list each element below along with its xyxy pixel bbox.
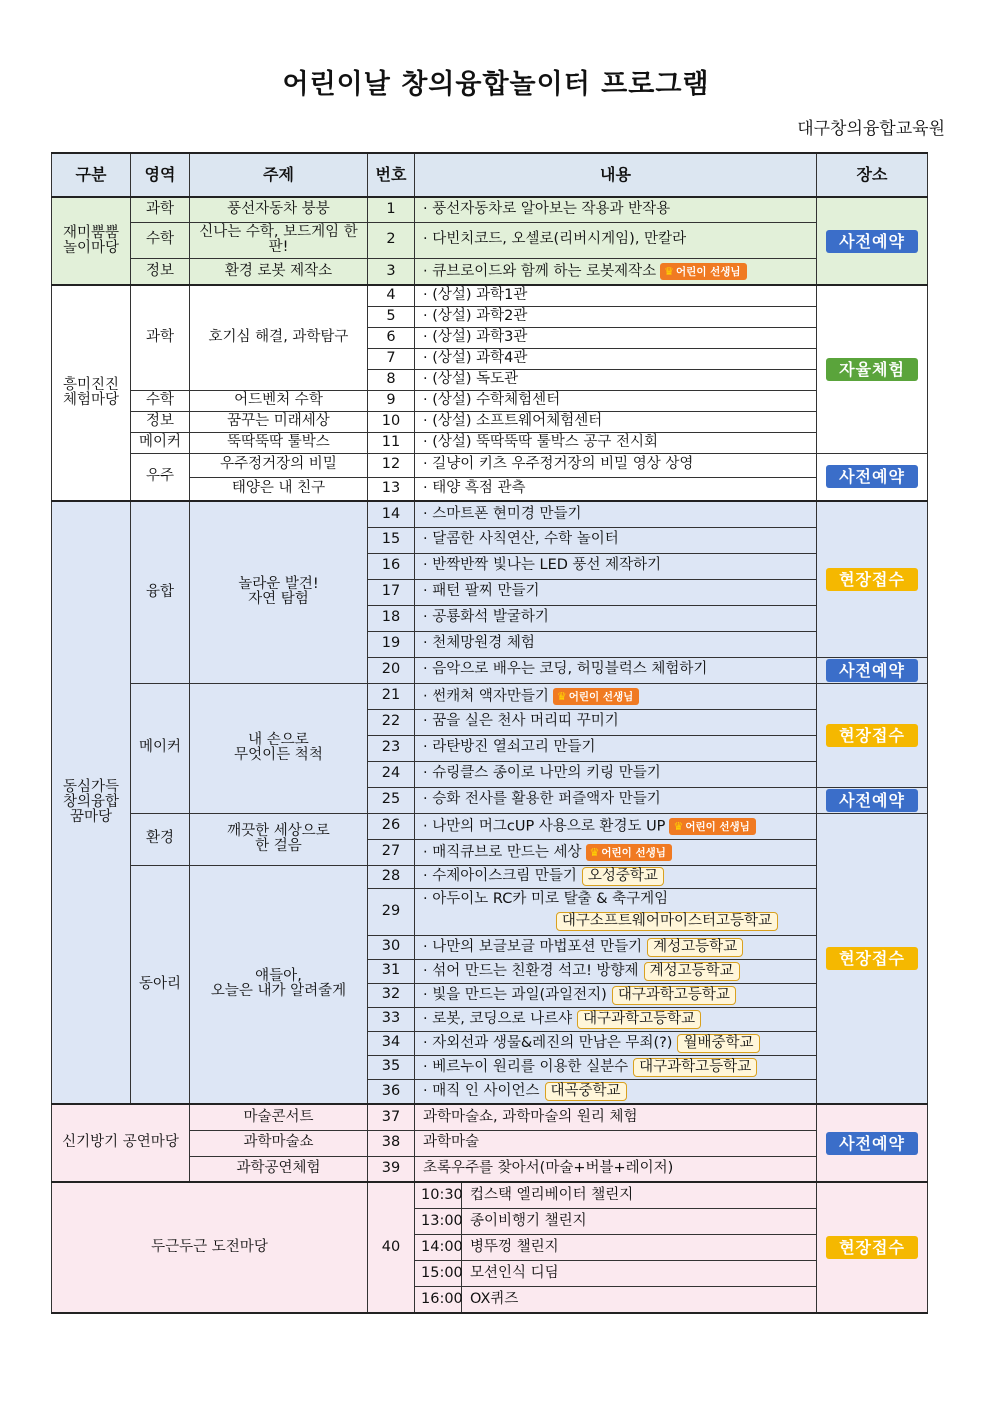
area-cell: 정보 [131, 411, 190, 432]
challenge-name: OX퀴즈 [470, 1291, 519, 1307]
number-cell: 5 [368, 306, 415, 327]
table-header-row [52, 153, 928, 197]
school-tag: 월배중학교 [677, 1034, 759, 1053]
content-text: · 나만의 머그cUP 사용으로 환경도 UP [423, 818, 666, 834]
challenge-time: 13:00 [415, 1209, 462, 1234]
place-cell [817, 453, 928, 501]
content-cell [415, 983, 817, 1007]
number-cell: 21 [368, 683, 415, 709]
content-text: · 베르누이 원리를 이용한 실분수 [423, 1058, 629, 1075]
school-tag: 대구과학고등학교 [633, 1058, 757, 1077]
content-cell: · 스마트폰 현미경 만들기 [415, 501, 817, 527]
school-tag: 대구과학고등학교 [577, 1010, 701, 1029]
page-title: 어린이날 창의융합놀이터 프로그램 [282, 69, 710, 100]
content-cell: · (상설) 과학1관 [415, 285, 817, 306]
kid-teacher-label: 어린이 선생님 [568, 690, 634, 703]
area-cell: 융합 [131, 501, 190, 683]
place-cell [817, 501, 928, 657]
content-cell: · 달콤한 사칙연산, 수학 놀이터 [415, 527, 817, 553]
challenge-row [415, 1209, 817, 1235]
content-cell: · 슈링클스 종이로 나만의 키링 만들기 [415, 761, 817, 787]
onsite-badge: 현장접수 [826, 724, 918, 747]
place-cell [817, 787, 928, 813]
number-cell: 33 [368, 1007, 415, 1031]
number-cell: 1 [368, 197, 415, 222]
number-cell: 23 [368, 735, 415, 761]
number-cell: 2 [368, 222, 415, 258]
number-cell: 28 [368, 865, 415, 888]
topic-cell: 놀라운 발견! 자연 탐험 [190, 501, 368, 683]
content-cell [415, 683, 817, 709]
school-tag: 대구소프트웨어마이스터고등학교 [556, 912, 778, 931]
content-cell: · 반짝반짝 빛나는 LED 풍선 제작하기 [415, 553, 817, 579]
topic-cell: 어드벤처 수학 [190, 390, 368, 411]
topic-cell: 신나는 수학, 보드게임 한판! [190, 222, 368, 258]
section-label-5: 두근두근 도전마당 [52, 1182, 368, 1313]
content-cell [415, 1007, 817, 1031]
number-cell: 35 [368, 1055, 415, 1079]
challenge-name: 모션인식 디딤 [470, 1265, 559, 1281]
header-area: 영역 [131, 153, 190, 197]
kid-teacher-badge [669, 818, 755, 835]
section-label-2: 흥미진진 체험마당 [52, 285, 131, 501]
number-cell: 26 [368, 813, 415, 839]
challenge-time: 14:00 [415, 1235, 462, 1260]
number-cell: 25 [368, 787, 415, 813]
number-cell: 19 [368, 631, 415, 657]
area-cell: 수학 [131, 390, 190, 411]
area-cell: 우주 [131, 453, 190, 501]
reserve-badge: 사전예약 [826, 230, 918, 253]
topic-cell: 우주정거장의 비밀 [190, 453, 368, 477]
area-cell: 과학 [131, 285, 190, 390]
content-cell [415, 813, 817, 839]
place-cell [817, 1182, 928, 1313]
number-cell: 16 [368, 553, 415, 579]
challenge-row [415, 1261, 817, 1287]
content-cell: · (상설) 과학3관 [415, 327, 817, 348]
number-cell: 12 [368, 453, 415, 477]
kid-teacher-label: 어린이 선생님 [601, 846, 666, 859]
content-text: · 매직큐브로 만드는 세상 [423, 844, 582, 860]
content-text: · 자외선과 생물&레진의 만남은 무죄(?) [423, 1034, 673, 1051]
school-tag: 계성고등학교 [647, 938, 743, 957]
number-cell: 4 [368, 285, 415, 306]
school-tag: 대곡중학교 [545, 1082, 627, 1101]
reserve-badge: 사전예약 [826, 659, 918, 682]
kid-teacher-badge [553, 688, 639, 705]
number-cell: 14 [368, 501, 415, 527]
header-place: 장소 [817, 153, 928, 197]
number-cell: 37 [368, 1104, 415, 1130]
number-cell: 18 [368, 605, 415, 631]
content-cell: · (상설) 독도관 [415, 369, 817, 390]
challenge-name: 병뚜껑 챌린지 [470, 1239, 559, 1255]
crown-icon: ♛ [589, 845, 600, 859]
content-cell [415, 888, 817, 935]
content-cell: · 다빈치코드, 오셀로(리버시게임), 만칼라 [415, 222, 817, 258]
onsite-badge: 현장접수 [826, 568, 918, 591]
content-text: · 빛을 만드는 과일(과일전지) [423, 986, 607, 1003]
place-cell [817, 197, 928, 285]
number-cell: 34 [368, 1031, 415, 1055]
content-text: · 수제아이스크림 만들기 [423, 868, 577, 884]
challenge-time: 15:00 [415, 1261, 462, 1286]
reserve-badge: 사전예약 [826, 465, 918, 488]
crown-icon: ♛ [664, 264, 675, 278]
number-cell: 11 [368, 432, 415, 453]
topic-cell: 내 손으로 무엇이든 척척 [190, 683, 368, 813]
topic-cell: 과학마술쇼 [190, 1130, 368, 1156]
content-cell: · 태양 흑점 관측 [415, 477, 817, 501]
topic-cell: 호기심 해결, 과학탐구 [190, 285, 368, 390]
content-cell: 초록우주를 찾아서(마술+버블+레이저) [415, 1156, 817, 1182]
content-text: · 썬캐쳐 액자만들기 [423, 688, 549, 704]
number-cell: 30 [368, 935, 415, 959]
content-cell [415, 258, 817, 285]
area-cell: 수학 [131, 222, 190, 258]
number-cell: 32 [368, 983, 415, 1007]
topic-cell: 꿈꾸는 미래세상 [190, 411, 368, 432]
challenge-row [415, 1287, 817, 1314]
onsite-badge: 현장접수 [826, 947, 918, 970]
place-cell [817, 1104, 928, 1182]
challenge-row [415, 1235, 817, 1261]
kid-teacher-label: 어린이 선생님 [676, 265, 741, 278]
number-cell: 7 [368, 348, 415, 369]
place-cell [817, 683, 928, 787]
number-cell: 29 [368, 888, 415, 935]
content-cell [415, 839, 817, 865]
topic-cell: 환경 로봇 제작소 [190, 258, 368, 285]
number-cell: 20 [368, 657, 415, 683]
topic-cell: 태양은 내 친구 [190, 477, 368, 501]
content-cell [415, 1055, 817, 1079]
school-tag: 계성고등학교 [644, 962, 740, 981]
number-cell: 17 [368, 579, 415, 605]
number-cell: 24 [368, 761, 415, 787]
crown-icon: ♛ [556, 689, 567, 703]
challenge-row [415, 1182, 817, 1209]
content-text: · 섞어 만드는 친환경 석고! 방향제 [423, 962, 639, 979]
number-cell: 27 [368, 839, 415, 865]
content-cell: 과학마술 [415, 1130, 817, 1156]
topic-cell: 과학공연체험 [190, 1156, 368, 1182]
place-cell [817, 657, 928, 683]
number-cell: 38 [368, 1130, 415, 1156]
content-cell: · 라탄방진 열쇠고리 만들기 [415, 735, 817, 761]
area-cell: 환경 [131, 813, 190, 865]
place-cell [817, 285, 928, 453]
number-cell: 9 [368, 390, 415, 411]
content-cell: · 패턴 팔찌 만들기 [415, 579, 817, 605]
number-cell: 40 [368, 1182, 415, 1313]
topic-cell: 마술콘서트 [190, 1104, 368, 1130]
challenge-name: 컵스택 엘리베이터 챌린지 [470, 1187, 634, 1203]
content-cell: · (상설) 수학체험센터 [415, 390, 817, 411]
number-cell: 31 [368, 959, 415, 983]
header-topic: 주제 [190, 153, 368, 197]
content-text: · 큐브로이드와 함께 하는 로봇제작소 [423, 263, 657, 280]
content-cell: · 꿈을 실은 천사 머리띠 꾸미기 [415, 709, 817, 735]
content-cell [415, 1079, 817, 1104]
section-label-4: 신기방기 공연마당 [52, 1104, 190, 1182]
content-cell: · (상설) 소프트웨어체험센터 [415, 411, 817, 432]
content-text: · 로봇, 코딩으로 나르샤 [423, 1010, 573, 1027]
content-cell: · (상설) 과학2관 [415, 306, 817, 327]
school-tag: 오성중학교 [582, 867, 664, 886]
area-cell: 정보 [131, 258, 190, 285]
area-cell: 메이커 [131, 683, 190, 813]
kid-teacher-label: 어린이 선생님 [685, 820, 750, 833]
number-cell: 22 [368, 709, 415, 735]
content-cell: · (상설) 과학4관 [415, 348, 817, 369]
number-cell: 3 [368, 258, 415, 285]
number-cell: 6 [368, 327, 415, 348]
topic-cell: 풍선자동차 붕붕 [190, 197, 368, 222]
content-text: · 매직 인 사이언스 [423, 1082, 540, 1099]
content-cell: · 음악으로 배우는 코딩, 허밍블럭스 체험하기 [415, 657, 817, 683]
area-cell: 동아리 [131, 865, 190, 1104]
number-cell: 36 [368, 1079, 415, 1104]
topic-cell: 얘들아, 오늘은 내가 알려줄게 [190, 865, 368, 1104]
challenge-time: 10:30 [415, 1183, 462, 1208]
header-content: 내용 [415, 153, 817, 197]
number-cell: 10 [368, 411, 415, 432]
self-experience-badge: 자율체험 [826, 358, 918, 381]
content-cell: · 길냥이 키츠 우주정거장의 비밀 영상 상영 [415, 453, 817, 477]
section-label-3: 동심가득 창의융합 꿈마당 [52, 501, 131, 1104]
content-cell: · (상설) 뚝딱뚝딱 툴박스 공구 전시회 [415, 432, 817, 453]
kid-teacher-badge [660, 263, 746, 280]
organization-name: 대구창의융합교육원 [797, 119, 945, 139]
number-cell: 8 [368, 369, 415, 390]
kid-teacher-badge [586, 844, 672, 861]
reserve-badge: 사전예약 [826, 1132, 918, 1155]
content-cell: · 천체망원경 체험 [415, 631, 817, 657]
content-text: · 아두이노 RC카 미로 탈출 & 축구게임 [423, 891, 669, 908]
topic-cell: 뚝딱뚝딱 툴박스 [190, 432, 368, 453]
crown-icon: ♛ [673, 819, 684, 833]
program-table [51, 152, 928, 1314]
place-cell [817, 813, 928, 1104]
content-text: · 나만의 보글보글 마법포션 만들기 [423, 938, 643, 955]
number-cell: 39 [368, 1156, 415, 1182]
content-cell [415, 959, 817, 983]
header-category: 구분 [52, 153, 131, 197]
content-cell: · 풍선자동차로 알아보는 작용과 반작용 [415, 197, 817, 222]
content-cell: · 승화 전사를 활용한 퍼즐액자 만들기 [415, 787, 817, 813]
topic-cell: 깨끗한 세상으로 한 걸음 [190, 813, 368, 865]
challenge-time: 16:00 [415, 1287, 462, 1312]
challenge-name: 종이비행기 챌린지 [470, 1213, 587, 1229]
onsite-badge: 현장접수 [826, 1236, 918, 1259]
number-cell: 15 [368, 527, 415, 553]
content-cell: 과학마술쇼, 과학마술의 원리 체험 [415, 1104, 817, 1130]
content-cell: · 공룡화석 발굴하기 [415, 605, 817, 631]
area-cell: 메이커 [131, 432, 190, 453]
section-label-1: 재미뿜뿜 놀이마당 [52, 197, 131, 285]
content-cell [415, 865, 817, 888]
reserve-badge: 사전예약 [826, 789, 918, 812]
area-cell: 과학 [131, 197, 190, 222]
school-tag: 대구과학고등학교 [612, 986, 736, 1005]
content-cell [415, 935, 817, 959]
content-cell [415, 1031, 817, 1055]
number-cell: 13 [368, 477, 415, 501]
header-number: 번호 [368, 153, 415, 197]
